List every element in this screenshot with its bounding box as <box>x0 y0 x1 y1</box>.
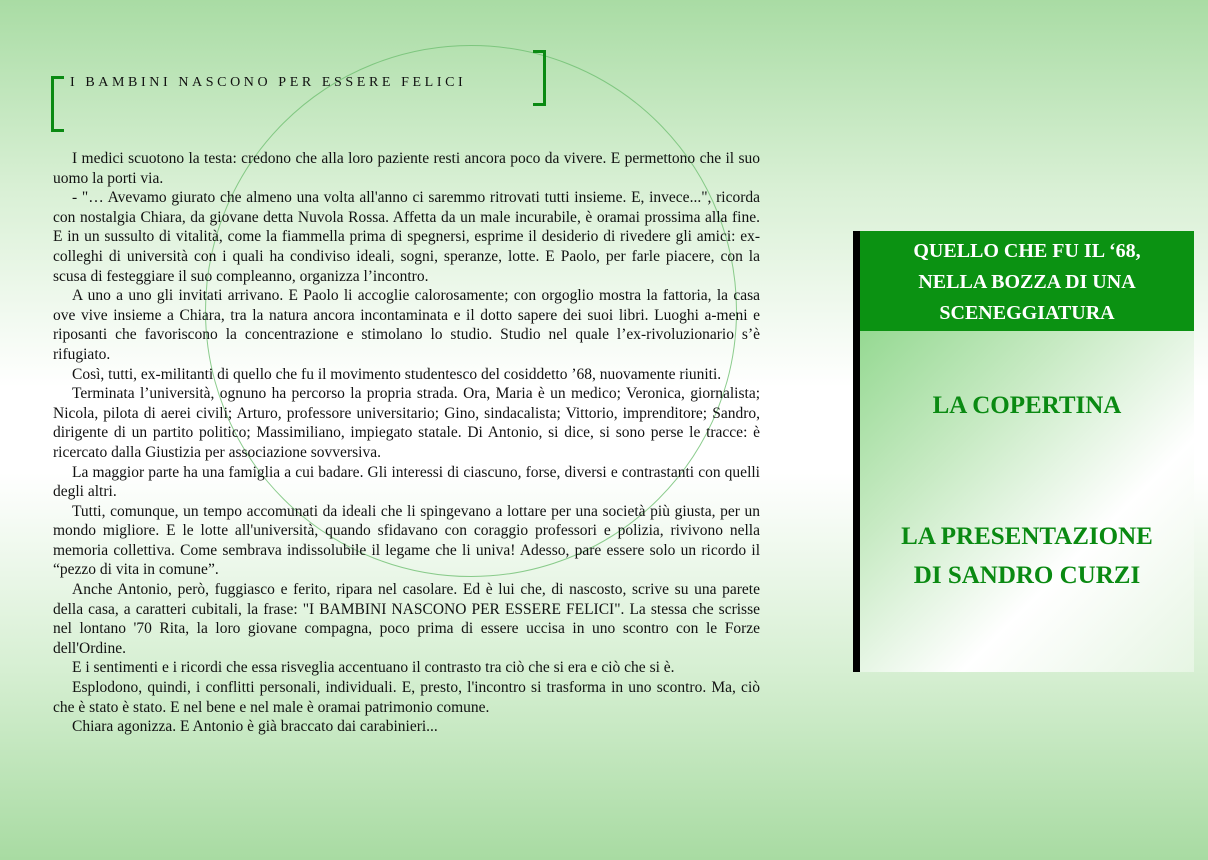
paragraph: Anche Antonio, però, fuggiasco e ferito, ripara nel casolare. Ed è lui che, di nascosto, scrive su una parete della casa, a caratteri cubitali, la frase: "I BAMBINI NASCONO PER ESSERE FELICI". La stessa che scrisse nel lontano '70 Rita, la loro giovane compagna, poco prima di essere uccisa in uno scontro con le Forze dell'Ordine. <box>53 581 760 657</box>
paragraph: - "… Avevamo giurato che almeno una volta all'anno ci saremmo ritrovati tutti insieme. E, invece...", ricorda con nostalgia Chiara, da giovane detta Nuvola Rossa. Affetta da un male incurabile, è oramai prossima alla fine. E in un sussulto di vitalità, come la fiammella prima di spegnersi, esprime il desiderio di rivedere gli amici: ex-colleghi di università con i quali ha condiviso ideali, sogni, speranze, lotte. E Paolo, per farle piacere, con la scusa di festeggiare il suo compleanno, organizza l’incontro. <box>53 189 760 285</box>
paragraph: Così, tutti, ex-militanti di quello che fu il movimento studentesco del cosiddetto ’68, nuovamente riuniti. <box>72 365 722 383</box>
page-title: I BAMBINI NASCONO PER ESSERE FELICI <box>70 75 467 90</box>
paragraph: Esplodono, quindi, i conflitti personali, individuali. E, presto, l'incontro si trasforma in uno scontro. Ma, ciò che è stato è stato. E nel bene e nel male è oramai patrimonio comune. <box>53 679 760 716</box>
presentazione-link-line: LA PRESENTAZIONE <box>901 523 1153 550</box>
presentazione-link[interactable] <box>860 517 1194 595</box>
paragraph: Terminata l’università, ognuno ha percorso la propria strada. Ora, Maria è un medico; Veronica, giornalista; Nicola, pilota di aerei civili; Arturo, professore universitario; Gino, sindacalista; Vittorio, imprenditore; Sandro, dirigente di un partito politico; Massimiliano, impiegato statale. Di Antonio, si dice, si sono perse le tracce: è ricercato dalla Giustizia per associazione sovversiva. <box>53 385 760 461</box>
paragraph: I medici scuotono la testa: credono che alla loro paziente resti ancora poco da vivere. E permettono che il suo uomo la porti via. <box>53 150 760 187</box>
paragraph: E i sentimenti e i ricordi che essa risveglia accentuano il contrasto tra ciò che si era e ciò che si è. <box>72 659 675 677</box>
paragraph: La maggior parte ha una famiglia a cui badare. Gli interessi di ciascuno, forse, diversi e contrastanti con quelli degli altri. <box>53 463 760 501</box>
panel-header-line: QUELLO CHE FU IL ‘68, <box>913 240 1141 262</box>
copertina-link-label: LA COPERTINA <box>932 392 1122 419</box>
paragraph: A uno a uno gli invitati arrivano. E Paolo li accoglie calorosamente; con orgoglio mostra la fattoria, la casa ove vive insieme a Chiara, tra la natura ancora incontaminata e il dotto sapere dei suoi libri. Luoghi a-meni e riposanti che favoriscono la concentrazione e stimolano lo studio. Studio nel quale l’ex-rivoluzionario s’è rifugiato. <box>53 287 760 363</box>
panel-header-line: NELLA BOZZA DI UNA <box>918 271 1136 293</box>
right-bracket-ornament <box>533 50 546 106</box>
copertina-link[interactable] <box>860 386 1194 425</box>
paragraph: Tutti, comunque, un tempo accomunati da ideali che li spingevano a lottare per una società più giusta, per un mondo migliore. E le lotte all'università, quando sfidavano con coraggio professori e polizia, rivivono nella memoria collettiva. Come sembrava indissolubile il legame che li univa! Adesso, pare essere solo un ricordo il “pezzo di vita in comune”. <box>53 502 760 579</box>
panel-header-line: SCENEGGIATURA <box>939 302 1115 324</box>
presentazione-link-line: DI SANDRO CURZI <box>913 562 1141 589</box>
navigation-panel <box>853 231 1194 672</box>
panel-header <box>860 231 1194 331</box>
article-body <box>53 149 760 737</box>
paragraph: Chiara agonizza. E Antonio è già braccato dai carabinieri... <box>72 718 438 736</box>
left-bracket-ornament <box>51 76 64 132</box>
